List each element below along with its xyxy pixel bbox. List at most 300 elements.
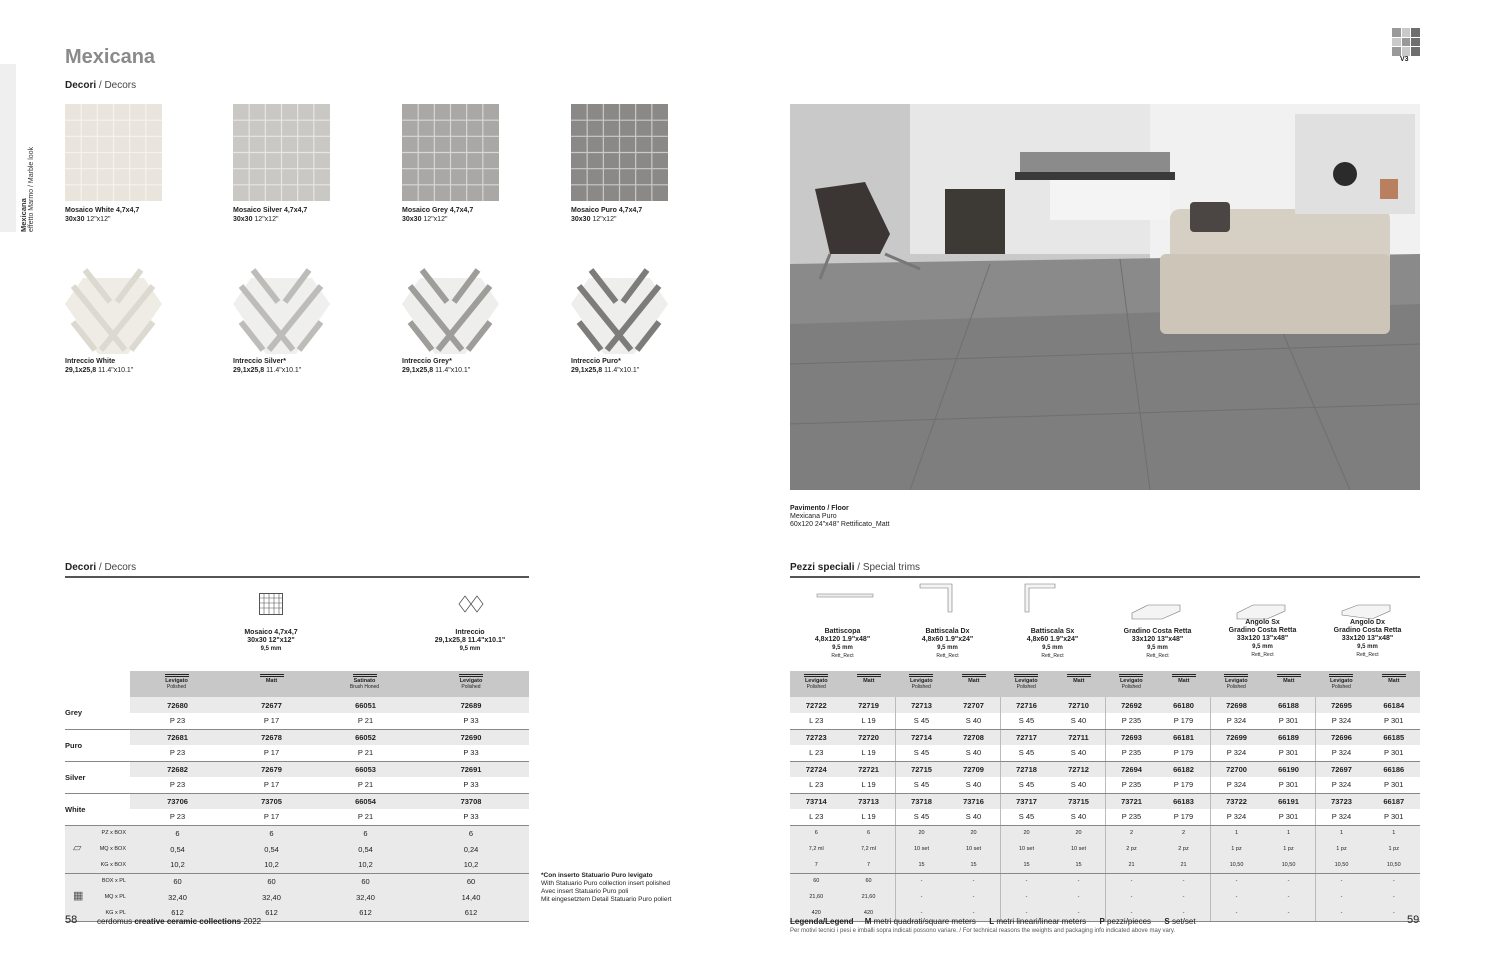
trim-shape-icon xyxy=(813,582,877,616)
price-cell: P 21 xyxy=(318,713,413,729)
price-cell: P 23 xyxy=(130,777,225,793)
product-code: 73718 xyxy=(895,793,948,809)
pack-value: 6 xyxy=(225,825,318,841)
price-cell: S 40 xyxy=(1053,809,1106,825)
product-code: 73714 xyxy=(790,793,843,809)
decor-table-heading: Decori / Decors xyxy=(65,562,137,573)
pack-value: - xyxy=(1105,889,1158,905)
pack-value: 10,50 xyxy=(1315,857,1368,873)
pack-value: 1 pz xyxy=(1210,841,1263,857)
pack-value: - xyxy=(1315,873,1368,889)
pack-value: 10,2 xyxy=(318,857,413,873)
mosaic-size-inch: 12"x12" xyxy=(590,215,617,223)
pack-value: - xyxy=(1210,889,1263,905)
table-row xyxy=(790,729,1420,745)
finish-cell xyxy=(318,671,411,697)
pack-value: 10,2 xyxy=(413,857,529,873)
trim-size: 33x120 13"x48" xyxy=(1341,635,1394,642)
product-code: 72680 xyxy=(130,697,225,713)
product-code: 72721 xyxy=(843,761,896,777)
price-cell: P 324 xyxy=(1210,713,1263,729)
pack-value: 0,54 xyxy=(225,841,318,857)
product-code: 66054 xyxy=(318,793,413,809)
trim-size: 4,8x60 1.9"x24" xyxy=(1026,636,1079,643)
pack-value: - xyxy=(1158,889,1211,905)
price-cell: S 40 xyxy=(1053,777,1106,793)
finish-icon xyxy=(1067,674,1091,677)
price-cell: P 179 xyxy=(1158,777,1211,793)
product-code: 72709 xyxy=(948,761,1001,777)
trim-size: 4,8x60 1.9"x24" xyxy=(921,636,974,643)
product-code: 73706 xyxy=(130,793,225,809)
finish-label: Levigato xyxy=(165,678,188,684)
price-cell: S 40 xyxy=(948,713,1001,729)
pack-value: 15 xyxy=(1000,857,1053,873)
price-cell: P 324 xyxy=(1210,745,1263,761)
intreccio-caption xyxy=(65,358,133,375)
product-code: 66051 xyxy=(318,697,413,713)
product-code: 72693 xyxy=(1105,729,1158,745)
price-cell: P 235 xyxy=(1105,777,1158,793)
price-cell: S 45 xyxy=(895,809,948,825)
pack-value: 2 pz xyxy=(1105,841,1158,857)
price-cell: P 301 xyxy=(1368,713,1421,729)
table-row xyxy=(790,697,1420,713)
decor-table xyxy=(65,697,529,922)
table-row xyxy=(790,873,1420,889)
pack-value: 60 xyxy=(130,873,225,889)
price-cell: P 21 xyxy=(318,745,413,761)
product-code: 66183 xyxy=(1158,793,1211,809)
price-cell: P 21 xyxy=(318,777,413,793)
price-cell: P 17 xyxy=(225,713,318,729)
pack-value: 420 xyxy=(790,905,843,921)
pack-value: 21,60 xyxy=(843,889,896,905)
pack-label-text: BOX x PL xyxy=(101,878,126,885)
table-row xyxy=(790,809,1420,825)
pack-value: - xyxy=(895,873,948,889)
price-cell: L 19 xyxy=(843,745,896,761)
price-cell: P 33 xyxy=(413,809,529,825)
pack-label xyxy=(65,825,130,841)
price-cell: S 40 xyxy=(1053,745,1106,761)
pack-label: MQ x PL ▦ xyxy=(65,889,130,905)
table-row xyxy=(65,729,529,745)
pack-value: - xyxy=(895,905,948,921)
pack-value: 15 xyxy=(1053,857,1106,873)
trim-thickness: 9,5 mm xyxy=(1147,645,1168,651)
intreccio-tile-image xyxy=(233,266,330,356)
product-code: 72700 xyxy=(1210,761,1263,777)
price-cell: P 324 xyxy=(1210,809,1263,825)
product-header-mosaico: Mosaico 4,7x4,7 30x30 12"x12" 9,5 mm xyxy=(244,629,298,652)
mosaic-name: Mosaico Grey 4,7x4,7 xyxy=(402,207,474,214)
pack-value: 1 xyxy=(1263,825,1316,841)
finish-cell xyxy=(948,671,1001,697)
table-row xyxy=(65,841,529,857)
price-cell: P 235 xyxy=(1105,745,1158,761)
price-cell: P 17 xyxy=(225,809,318,825)
pack-value: 612 xyxy=(225,905,318,921)
pack-value: - xyxy=(1105,873,1158,889)
trim-thickness: 9,5 mm xyxy=(1357,644,1378,650)
trim-header xyxy=(790,628,895,660)
finish-cell xyxy=(1105,671,1158,697)
product-code: 72714 xyxy=(895,729,948,745)
pack-value: 6 xyxy=(130,825,225,841)
product-code: 66189 xyxy=(1263,729,1316,745)
pack-value: 612 xyxy=(130,905,225,921)
trim-name: Angolo Dx Gradino Costa Retta xyxy=(1333,619,1402,634)
price-cell: P 17 xyxy=(225,777,318,793)
trim-thickness: 9,5 mm xyxy=(937,645,958,651)
product-code: 66184 xyxy=(1368,697,1421,713)
finish-icon xyxy=(353,674,377,677)
pack-value: - xyxy=(948,873,1001,889)
product-code: 72724 xyxy=(790,761,843,777)
pack-value: 10 set xyxy=(1000,841,1053,857)
page-title: Mexicana xyxy=(65,46,156,68)
finish-label: Matt xyxy=(968,678,980,684)
trim-size: 4,8x120 1.9"x48" xyxy=(814,636,871,643)
finish-cell xyxy=(790,671,843,697)
intreccio-caption xyxy=(402,358,470,375)
row-name: Puro xyxy=(65,729,130,761)
pack-label-text: PZ x BOX xyxy=(101,830,126,837)
trim-rett: Rett_Rect xyxy=(1146,653,1169,659)
mosaic-size: 30x30 xyxy=(571,215,591,223)
price-cell: L 23 xyxy=(790,713,843,729)
pack-value: - xyxy=(1210,905,1263,921)
pack-value: 60 xyxy=(790,873,843,889)
mosaic-tile-image xyxy=(571,104,668,201)
row-name: White xyxy=(65,793,130,825)
trim-rett: Rett_Rect xyxy=(1041,653,1064,659)
finish-cell xyxy=(1158,671,1211,697)
pack-label-text: KG x BOX xyxy=(100,861,126,868)
finish-cell xyxy=(1368,671,1421,697)
intreccio-caption xyxy=(571,358,639,375)
finish-cell xyxy=(1263,671,1316,697)
table-row xyxy=(790,793,1420,809)
finish-icon xyxy=(1277,674,1301,677)
room-photo xyxy=(790,104,1420,490)
product-code: 73721 xyxy=(1105,793,1158,809)
price-cell: S 45 xyxy=(1000,713,1053,729)
table-row xyxy=(790,841,1420,857)
finish-icon xyxy=(909,674,933,677)
intreccio-name: Intreccio Silver* xyxy=(233,358,286,365)
product-code: 73715 xyxy=(1053,793,1106,809)
pack-value: 60 xyxy=(225,873,318,889)
pack-value: - xyxy=(1315,905,1368,921)
pack-value: 2 xyxy=(1158,825,1211,841)
mosaic-tile-image xyxy=(233,104,330,201)
pack-label-text: KG x PL xyxy=(105,909,126,916)
price-cell: L 19 xyxy=(843,777,896,793)
pack-value: - xyxy=(1210,873,1263,889)
table-row xyxy=(790,889,1420,905)
table-row xyxy=(65,825,529,841)
finish-icon xyxy=(1382,674,1406,677)
product-code: 72682 xyxy=(130,761,225,777)
trim-shape-icon xyxy=(1023,582,1087,616)
price-cell: S 40 xyxy=(948,745,1001,761)
product-code: 66191 xyxy=(1263,793,1316,809)
product-code: 72715 xyxy=(895,761,948,777)
trim-thickness: 9,5 mm xyxy=(832,645,853,651)
intreccio-size-inch: 11.4"x10.1" xyxy=(264,366,302,374)
pack-value: 14,40 xyxy=(413,889,529,905)
pack-value: - xyxy=(1000,889,1053,905)
product-code: 72692 xyxy=(1105,697,1158,713)
product-code: 72678 xyxy=(225,729,318,745)
product-code: 72719 xyxy=(843,697,896,713)
mosaic-size-inch: 12"x12" xyxy=(252,215,279,223)
finish-icon xyxy=(260,674,284,677)
price-cell: S 45 xyxy=(895,713,948,729)
price-cell: P 301 xyxy=(1368,809,1421,825)
finish-cell xyxy=(225,671,318,697)
product-header-intreccio: Intreccio 29,1x25,8 11.4"x10.1" 9,5 mm xyxy=(434,629,506,652)
intreccio-tile-image xyxy=(65,266,162,356)
product-code: 72695 xyxy=(1315,697,1368,713)
insert-note: *Con inserto Statuario Puro levigato With Statuario Puro collection insert polished Avec insert Statuario Puro poli Mit eingesetztem Detail Statuario Puro poliert xyxy=(541,872,672,903)
product-code: 66190 xyxy=(1263,761,1316,777)
price-cell: P 23 xyxy=(130,745,225,761)
price-cell: P 23 xyxy=(130,713,225,729)
finish-icon xyxy=(459,674,483,677)
mosaic-grid-icon xyxy=(259,593,283,615)
pack-value: 7 xyxy=(790,857,843,873)
product-code: 72710 xyxy=(1053,697,1106,713)
finish-label: Levigato xyxy=(1329,678,1353,684)
price-cell: P 179 xyxy=(1158,809,1211,825)
price-cell: S 40 xyxy=(1053,713,1106,729)
product-code: 73717 xyxy=(1000,793,1053,809)
product-code: 66180 xyxy=(1158,697,1211,713)
product-code: 66182 xyxy=(1158,761,1211,777)
page-number-left: 58 xyxy=(65,914,78,926)
product-code: 72681 xyxy=(130,729,225,745)
pack-value: 0,24 xyxy=(413,841,529,857)
product-code: 72708 xyxy=(948,729,1001,745)
pack-value: - xyxy=(1368,873,1421,889)
sidebar-tab xyxy=(0,64,16,232)
price-cell: S 40 xyxy=(948,809,1001,825)
product-code: 72717 xyxy=(1000,729,1053,745)
pack-value: 6 xyxy=(413,825,529,841)
product-code: 66187 xyxy=(1368,793,1421,809)
intreccio-size: 29,1x25,8 xyxy=(402,366,434,374)
product-code: 72689 xyxy=(413,697,529,713)
trim-header xyxy=(1105,628,1210,660)
pack-value: - xyxy=(1053,905,1106,921)
pack-label-text: MQ x BOX xyxy=(99,846,126,852)
table-row xyxy=(65,761,529,777)
intreccio-size-inch: 11.4"x10.1" xyxy=(433,366,471,374)
table-row xyxy=(65,809,529,825)
finish-label: Levigato xyxy=(1014,678,1038,684)
pack-value: 6 xyxy=(318,825,413,841)
page-number-right: 59 xyxy=(1407,914,1420,926)
finish-label: Levigato xyxy=(909,678,933,684)
mosaic-tile-image xyxy=(402,104,499,201)
product-code: 66185 xyxy=(1368,729,1421,745)
mosaic-size-inch: 12"x12" xyxy=(84,215,111,223)
product-code: 72690 xyxy=(413,729,529,745)
pack-value: 1 pz xyxy=(1368,841,1421,857)
finish-sublabel: Polished xyxy=(806,684,826,690)
intreccio-size-inch: 11.4"x10.1" xyxy=(96,366,134,374)
trim-name: Battiscopa xyxy=(824,628,861,635)
price-cell: L 23 xyxy=(790,809,843,825)
trim-name: Battiscala Dx xyxy=(925,628,970,635)
pack-value: 32,40 xyxy=(225,889,318,905)
finish-cell xyxy=(1210,671,1263,697)
pack-value: 15 xyxy=(895,857,948,873)
price-cell: S 40 xyxy=(948,777,1001,793)
product-code: 72707 xyxy=(948,697,1001,713)
intreccio-tile-image xyxy=(402,266,499,356)
pack-value: 20 xyxy=(1000,825,1053,841)
divider xyxy=(65,576,529,578)
pack-value: - xyxy=(1158,873,1211,889)
product-code: 72679 xyxy=(225,761,318,777)
product-code: 72694 xyxy=(1105,761,1158,777)
trim-header xyxy=(1210,619,1315,659)
table-row xyxy=(65,697,529,713)
mosaic-caption xyxy=(402,207,473,224)
pack-value: 21 xyxy=(1105,857,1158,873)
legend-note: Per motivi tecnici i pesi e imballi sopra indicati possono variare. / For technical reasons the weights and packaging info indicated above may vary. xyxy=(790,928,1176,934)
pack-value: 10,50 xyxy=(1263,857,1316,873)
intreccio-tile-image xyxy=(571,266,668,356)
price-cell: P 33 xyxy=(413,713,529,729)
price-cell: L 23 xyxy=(790,777,843,793)
trim-header xyxy=(895,628,1000,660)
pack-value: - xyxy=(895,889,948,905)
pack-label xyxy=(65,873,130,889)
product-code: 66186 xyxy=(1368,761,1421,777)
intreccio-name: Intreccio White xyxy=(65,358,116,365)
finish-cell xyxy=(413,671,529,697)
trim-name: Battiscala Sx xyxy=(1030,628,1075,635)
finish-sublabel: Polished xyxy=(911,684,931,690)
product-code: 66052 xyxy=(318,729,413,745)
pack-value: 10 set xyxy=(1053,841,1106,857)
trim-name: Gradino Costa Retta xyxy=(1123,628,1192,635)
intreccio-size: 29,1x25,8 xyxy=(571,366,603,374)
pack-value: 1 pz xyxy=(1263,841,1316,857)
finish-icon xyxy=(1224,674,1248,677)
price-cell: P 17 xyxy=(225,745,318,761)
pack-value: - xyxy=(1053,873,1106,889)
pack-value: - xyxy=(1368,905,1421,921)
price-cell: P 324 xyxy=(1210,777,1263,793)
pack-value: 420 xyxy=(843,905,896,921)
finish-sublabel: Polished xyxy=(1121,684,1141,690)
pack-value: 10,50 xyxy=(1210,857,1263,873)
pack-value: 60 xyxy=(318,873,413,889)
pack-value: 612 xyxy=(318,905,413,921)
row-name: Silver xyxy=(65,761,130,793)
pack-label-text: MQ x PL xyxy=(104,894,126,900)
pack-value: 1 xyxy=(1368,825,1421,841)
finish-label: Matt xyxy=(1283,678,1295,684)
trim-rett: Rett_Rect xyxy=(831,653,854,659)
trim-rett: Rett_Rect xyxy=(936,653,959,659)
price-cell: S 45 xyxy=(895,777,948,793)
pack-value: - xyxy=(1315,889,1368,905)
finish-cell xyxy=(843,671,896,697)
pack-value: - xyxy=(1158,905,1211,921)
pack-value: 2 xyxy=(1105,825,1158,841)
mosaic-caption xyxy=(233,207,307,224)
price-cell: P 301 xyxy=(1368,745,1421,761)
trim-shape-icon xyxy=(918,582,982,616)
product-code: 72712 xyxy=(1053,761,1106,777)
pack-value: - xyxy=(1263,905,1316,921)
intreccio-pattern-icon xyxy=(457,592,485,616)
product-code: 72698 xyxy=(1210,697,1263,713)
pack-value: 7 xyxy=(843,857,896,873)
mosaic-size: 30x30 xyxy=(402,215,422,223)
table-row xyxy=(65,857,529,873)
mosaic-caption xyxy=(571,207,642,224)
finish-icon xyxy=(1172,674,1196,677)
pack-value: 6 xyxy=(790,825,843,841)
mosaic-name: Mosaico White 4,7x4,7 xyxy=(65,207,140,214)
pack-value: 60 xyxy=(413,873,529,889)
product-code: 72723 xyxy=(790,729,843,745)
finish-sublabel: Polished xyxy=(1226,684,1246,690)
mosaic-caption xyxy=(65,207,139,224)
product-code: 72716 xyxy=(1000,697,1053,713)
trim-size: 33x120 13"x48" xyxy=(1236,635,1289,642)
pack-value: 10,2 xyxy=(225,857,318,873)
product-code: 73722 xyxy=(1210,793,1263,809)
table-row xyxy=(65,873,529,889)
product-code: 73716 xyxy=(948,793,1001,809)
finish-icon xyxy=(1119,674,1143,677)
pack-label xyxy=(65,857,130,873)
price-cell: P 33 xyxy=(413,777,529,793)
finish-label: Levigato xyxy=(804,678,828,684)
price-cell: P 21 xyxy=(318,809,413,825)
finish-sublabel: Polished xyxy=(166,684,187,690)
intreccio-size-inch: 11.4"x10.1" xyxy=(602,366,640,374)
trim-header xyxy=(1000,628,1105,660)
price-cell: P 179 xyxy=(1158,745,1211,761)
row-name: Grey xyxy=(65,697,130,729)
product-code: 72696 xyxy=(1315,729,1368,745)
legend: Legenda/Legend M metri quadrati/square meters L metri lineari/linear meters P pezzi/pieces S set/set xyxy=(790,917,1196,926)
trim-name: Angolo Sx Gradino Costa Retta xyxy=(1228,619,1297,634)
intreccio-size: 29,1x25,8 xyxy=(233,366,265,374)
product-code: 72713 xyxy=(895,697,948,713)
finish-label: Matt xyxy=(1073,678,1085,684)
pack-value: 10,2 xyxy=(130,857,225,873)
finish-label: Levigato xyxy=(459,678,483,684)
trim-rett: Rett_Rect xyxy=(1251,652,1274,658)
table-row xyxy=(790,825,1420,841)
table-row xyxy=(65,713,529,729)
pack-value: 1 xyxy=(1315,825,1368,841)
trim-thickness: 9,5 mm xyxy=(1042,645,1063,651)
price-cell: P 179 xyxy=(1158,713,1211,729)
pack-value: 1 xyxy=(1210,825,1263,841)
